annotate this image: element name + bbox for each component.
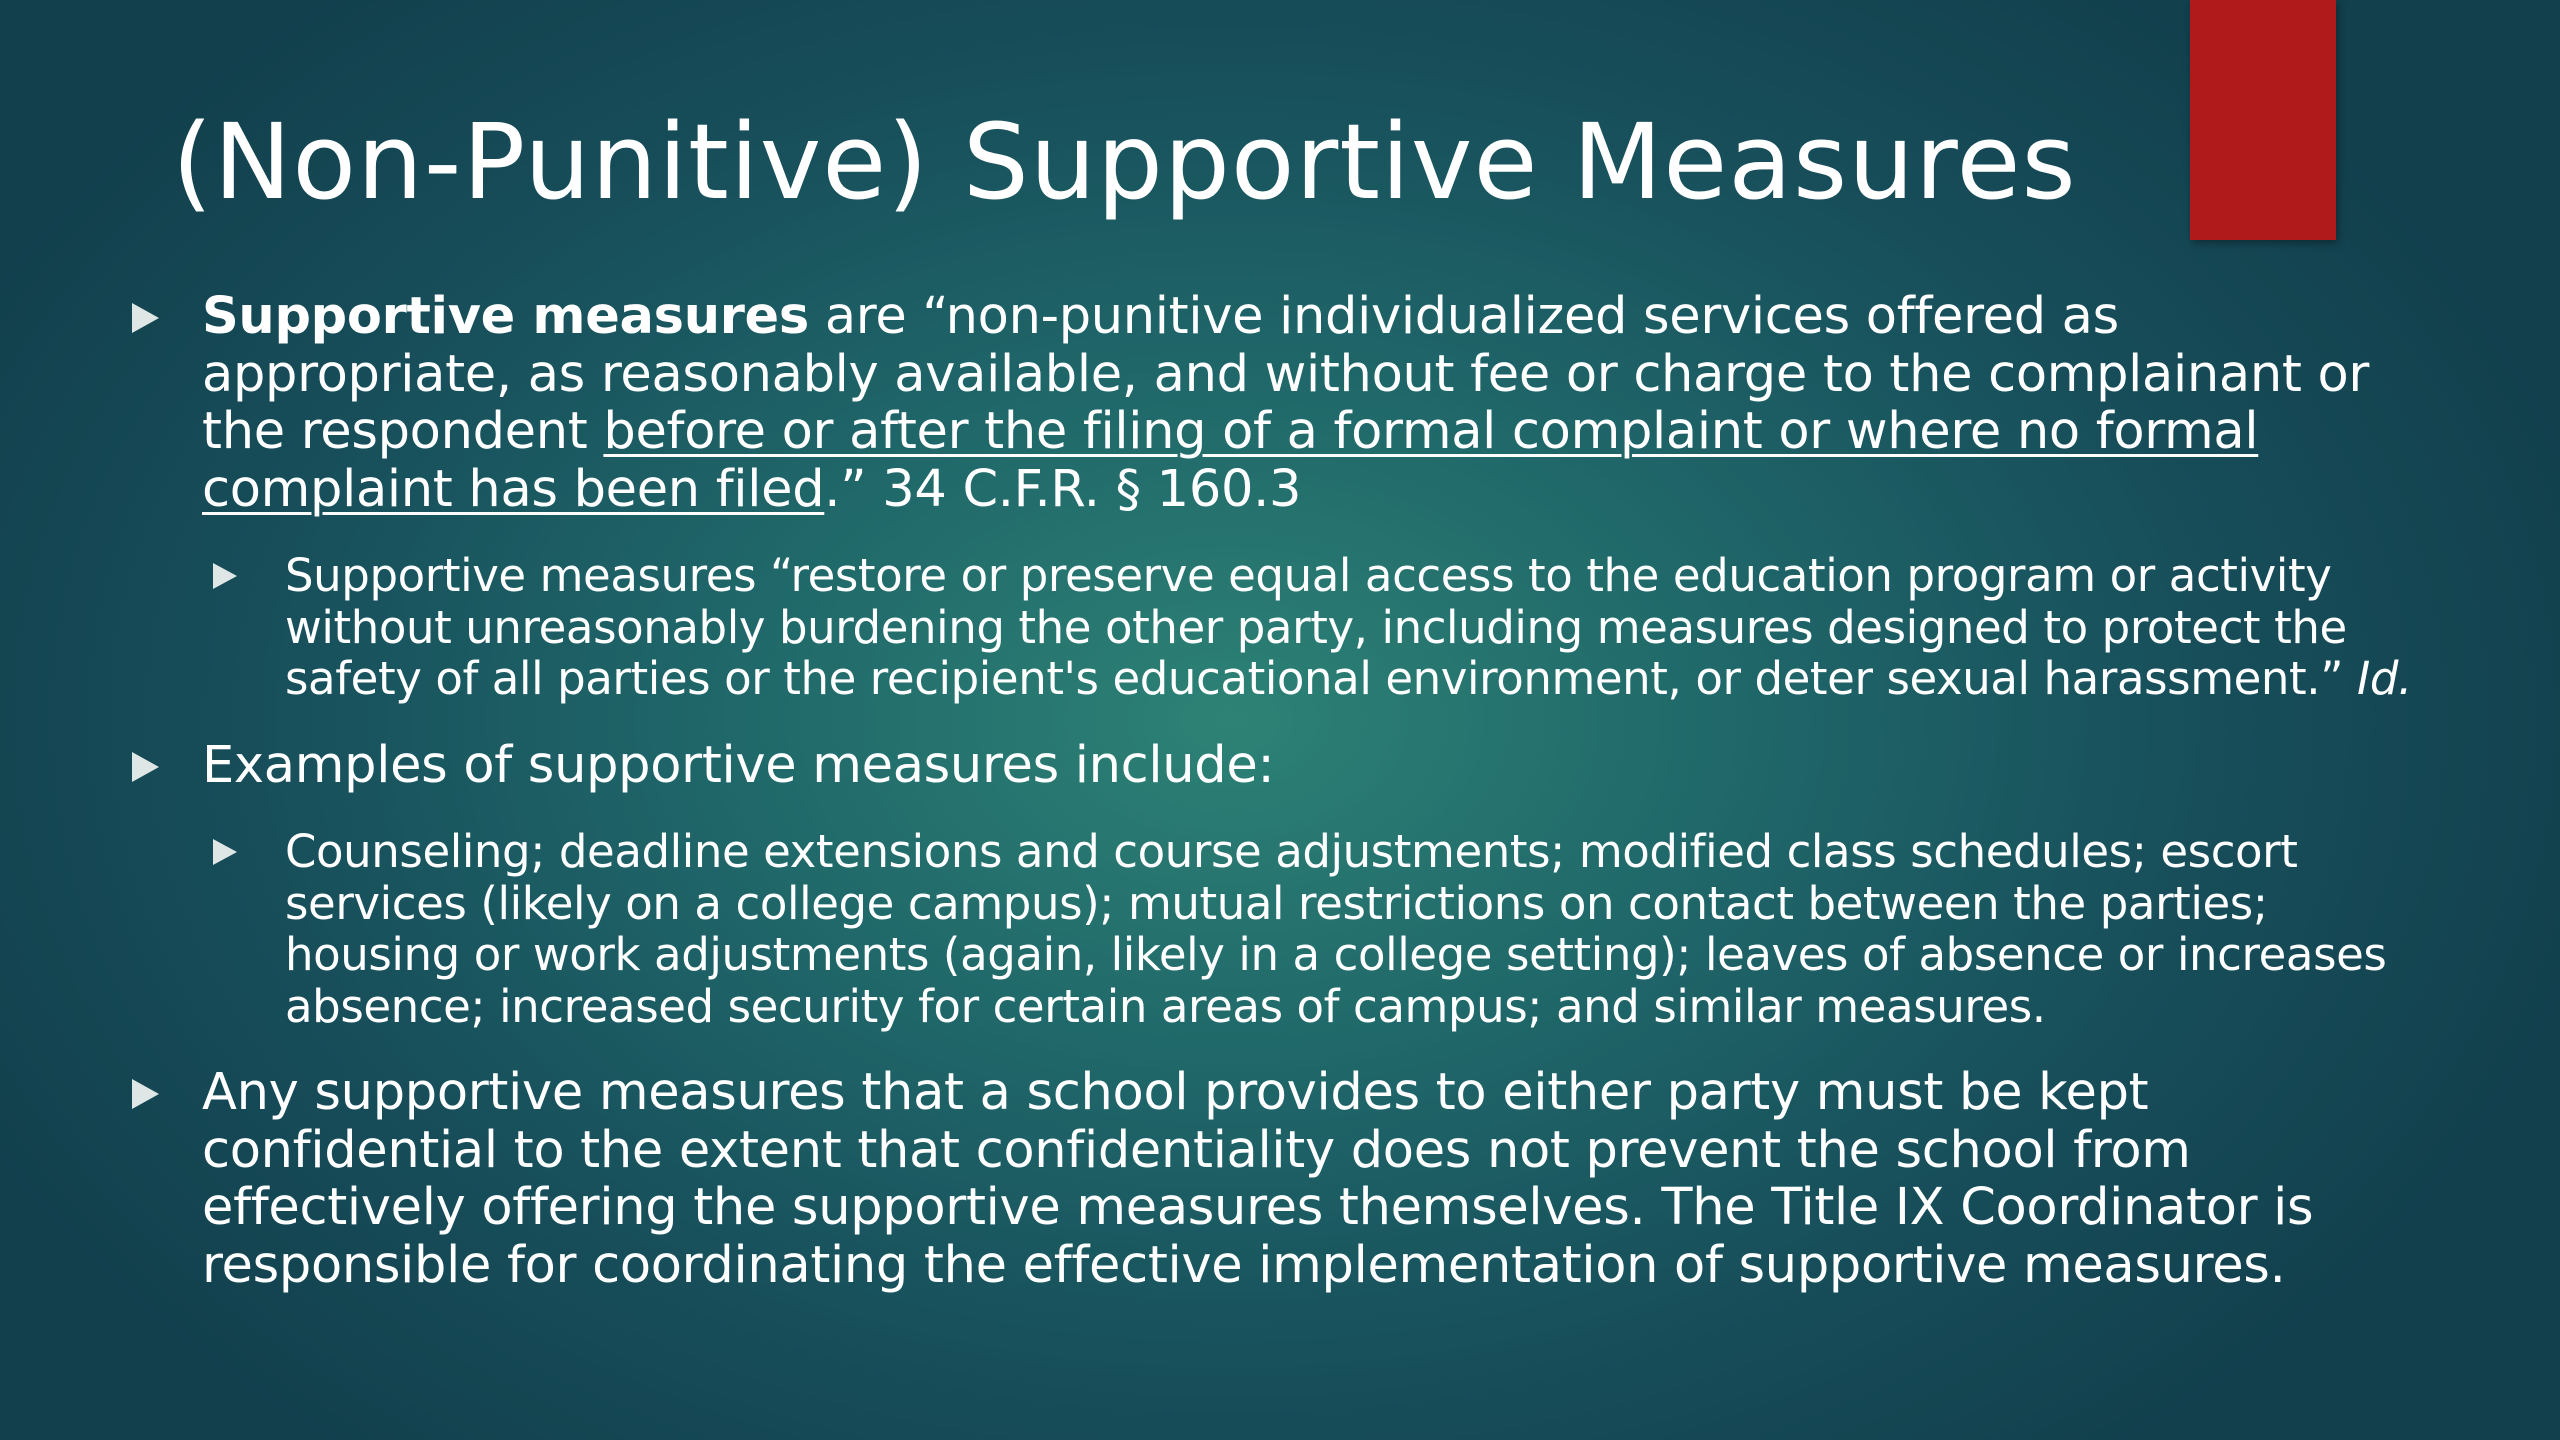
bullet-arrow-icon	[132, 752, 159, 782]
bullet-arrow-icon	[213, 563, 237, 589]
equal-access-text: Supportive measures “restore or preserve equal access to the education program or activity without unreasonably burdening the other party, including measures designed to protect the safety of all parties or the recipient's educational environment, or deter sexual harassment.”	[285, 549, 2358, 705]
examples-heading-text: Examples of supportive measures include:	[202, 735, 1275, 795]
confidentiality-text: Any supportive measures that a school provides to either party must be kept confidential to the extent that confidentiality does not prevent the school from effectively offering the supportive measures themselves. The Title IX Coordinator is responsible for coordinating the effective implementation of supportive measures.	[202, 1063, 2314, 1295]
slide-title: (Non-Punitive) Supportive Measures	[172, 101, 2077, 223]
citation-text: .” 34 C.F.R. § 160.3	[824, 459, 1302, 519]
bullet-confidentiality	[120, 1064, 2440, 1294]
bullet-examples-heading	[120, 737, 2440, 795]
examples-list-text: Counseling; deadline extensions and course adjustments; modified class schedules; escort services (likely on a college campus); mutual restrictions on contact between the parties; housing or work adjustments (again, likely in a college setting); leaves of absence or increases absence; increased security for certain areas of campus; and similar measures.	[285, 825, 2387, 1033]
accent-bar	[2190, 0, 2336, 240]
bullet-arrow-icon	[132, 1079, 159, 1109]
bullet-arrow-icon	[213, 839, 237, 865]
underlined-text: before or after the filing of a formal complaint or where no formal complaint has been filed	[202, 402, 2259, 519]
slide-content	[120, 288, 2440, 1326]
bullet-arrow-icon	[132, 303, 159, 333]
sub-bullet-examples-list	[203, 826, 2440, 1032]
bullet-supportive-measures-definition	[120, 288, 2440, 518]
definition-text: are “non-punitive individualized services offered as appropriate, as reasonably available, and without fee or charge to the complainant or the respondent	[202, 287, 2370, 461]
sub-bullet-equal-access	[203, 550, 2440, 705]
bold-term: Supportive measures	[202, 287, 809, 346]
id-citation: Id.	[2357, 652, 2412, 705]
